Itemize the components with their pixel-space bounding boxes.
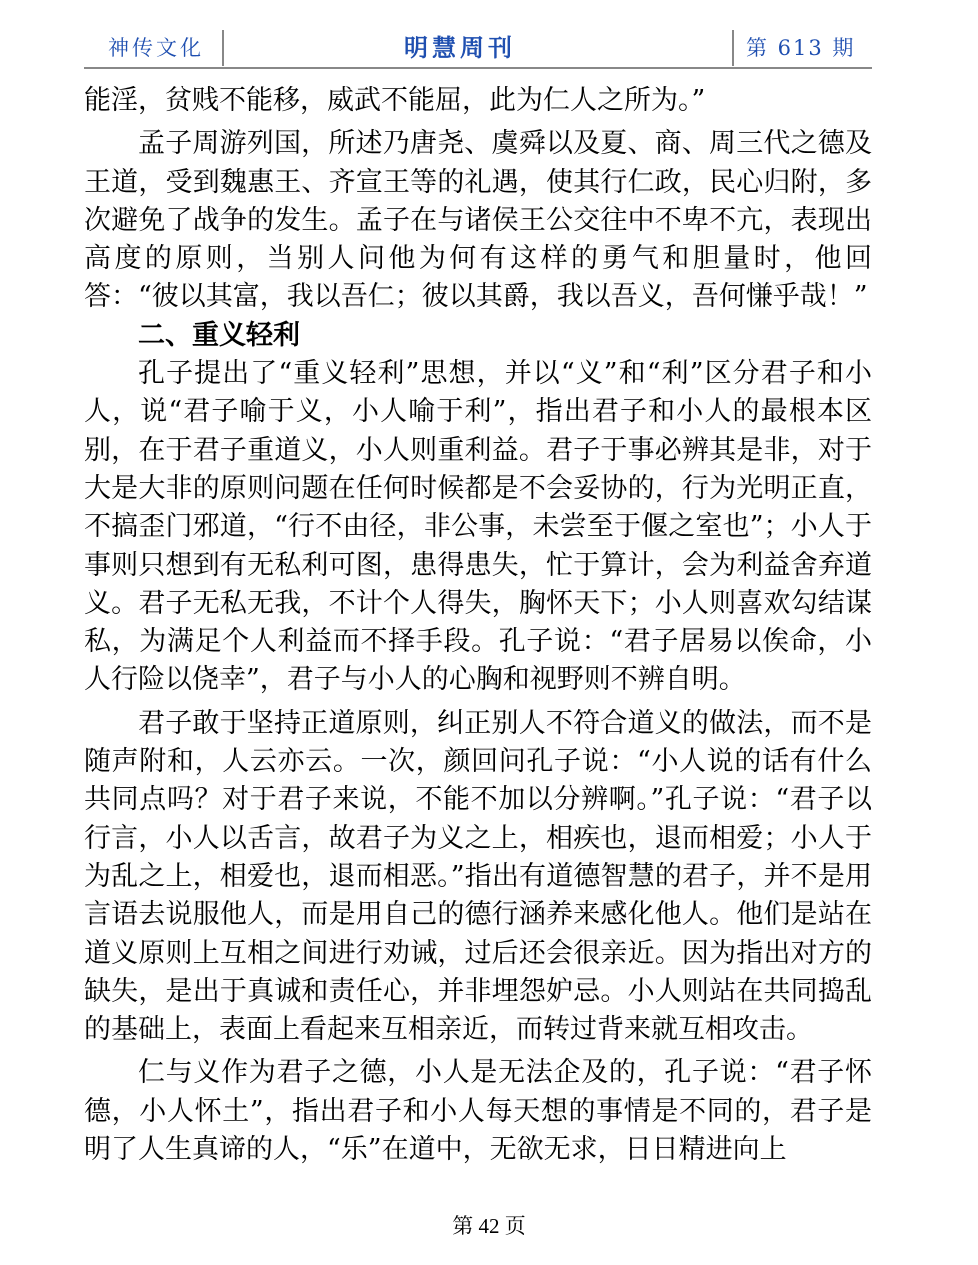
paragraph-upright: 君子敢于坚持正道原则，纠正别人不符合道义的做法，而不是随声附和，人云亦云。一次，颜回问孔子说：“小人说的话有什么共同点吗？对于君子来说，不能不加以分辨啊。”孔子说：“君子以行言，小人以舌言，故君子为义之上，相疾也，退而相爱；小人于为乱之上，相爱也，退而相恶。”指出有道德智慧的君子，并不是用言语去说服他人，而是用自己的德行涵养来感化他人。他们是站在道义原则上互相之间进行劝诫，过后还会很亲近。因为指出对方的缺失，是出于真诚和责任心，并非埋怨妒忌。小人则站在共同捣乱的基础上，表面上看起来互相亲近，而转过背来就互相攻击。	[84, 707, 872, 1046]
issue-number: 第 613 期	[746, 36, 856, 60]
header-rule	[84, 67, 872, 69]
header-section-label: 神传文化	[108, 36, 204, 60]
page-number: 第 42 页	[452, 1214, 526, 1238]
paragraph-virtue: 仁与义作为君子之德，小人是无法企及的，孔子说：“君子怀德，小人怀土”，指出君子和小人每天想的事情是不同的，君子是明了人生真谛的人，“乐”在道中，无欲无求，日日精进向上	[84, 1057, 872, 1166]
article-body	[84, 82, 872, 1169]
section-heading: 二、重义轻利	[138, 319, 300, 351]
paragraph-continued: 能淫，贫贱不能移，威武不能屈，此为仁人之所为。”	[84, 85, 706, 116]
header-divider-left	[222, 30, 224, 66]
header-divider-right	[732, 30, 734, 66]
paragraph-mencius: 孟子周游列国，所述乃唐尧、虞舜以及夏、商、周三代之德及王道，受到魏惠王、齐宣王等的礼遇，使其行仁政，民心归附，多次避免了战争的发生。孟子在与诸侯王公交往中不卑不亢，表现出高度的原则，当别人问他为何有这样的勇气和胆量时，他回答：“彼以其富，我以吾仁；彼以其爵，我以吾义，吾何慊乎哉！”	[84, 128, 872, 313]
publication-title: 明慧周刊	[404, 34, 516, 62]
paragraph-righteousness: 孔子提出了“重义轻利”思想，并以“义”和“利”区分君子和小人，说“君子喻于义，小人喻于利”，指出君子和小人的最根本区别，在于君子重道义，小人则重利益。君子于事必辨其是非，对于大是大非的原则问题在任何时候都是不会妥协的，行为光明正直，不搞歪门邪道，“行不由径，非公事，未尝至于偃之室也”；小人于事则只想到有无私利可图，患得患失，忙于算计，会为利益舍弃道义。君子无私无我，不计个人得失，胸怀天下；小人则喜欢勾结谋私，为满足个人利益而不择手段。孔子说：“君子居易以俟命，小人行险以侥幸”，君子与小人的心胸和视野则不辨自明。	[84, 358, 872, 696]
page-header	[84, 26, 872, 68]
